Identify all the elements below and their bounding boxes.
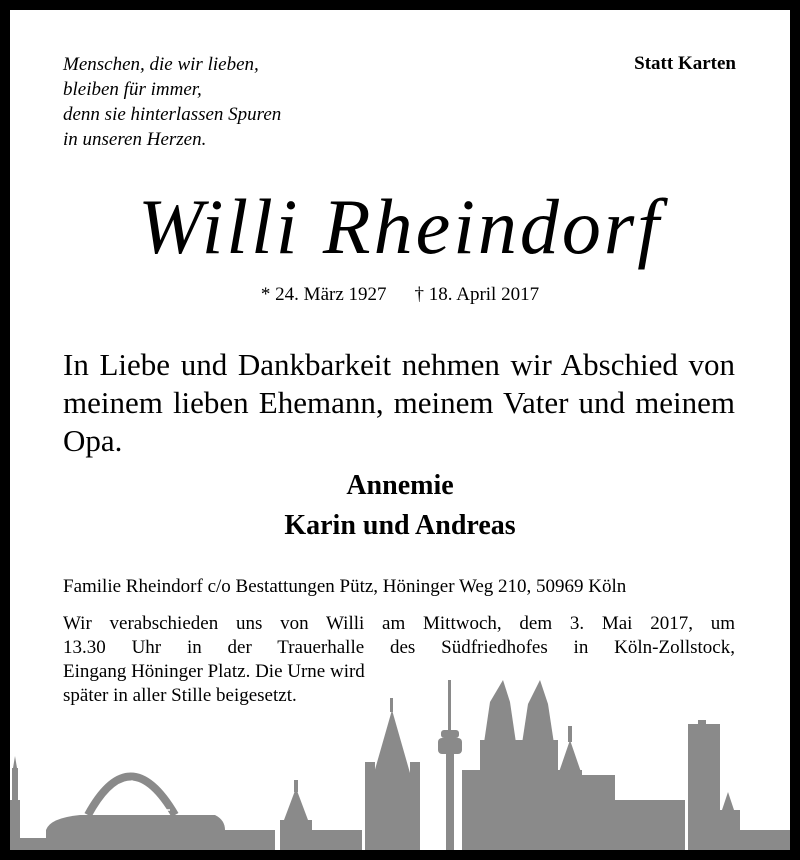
death-date: † 18. April 2017 bbox=[414, 284, 540, 305]
service-line: Wir verabschieden uns von Willi am Mittwoch, dem 3. Mai 2017, um bbox=[63, 613, 735, 634]
service-line: Eingang Höninger Platz. Die Urne wird bbox=[63, 661, 365, 682]
mourner-line: Karin und Andreas bbox=[284, 510, 516, 541]
birth-date: * 24. März 1927 bbox=[260, 284, 387, 305]
farewell-text: In Liebe und Dankbarkeit nehmen wir Abschied von meinem lieben Ehemann, meinem Vater und meinem Opa. bbox=[63, 347, 735, 458]
mourner-line: Annemie bbox=[346, 470, 454, 501]
family-address: Familie Rheindorf c/o Bestattungen Pütz, Höninger Weg 210, 50969 Köln bbox=[63, 576, 627, 597]
statt-karten-label: Statt Karten bbox=[634, 53, 736, 74]
deceased-name: Willi Rheindorf bbox=[138, 183, 662, 270]
life-dates bbox=[10, 283, 790, 307]
quote-line: bleiben für immer, bbox=[63, 79, 202, 100]
service-line: später in aller Stille beigesetzt. bbox=[63, 685, 297, 706]
mourners bbox=[10, 466, 790, 546]
service-line: 13.30 Uhr in der Trauerhalle des Südfriedhofes in Köln-Zollstock, bbox=[63, 637, 735, 658]
quote-line: Menschen, die wir lieben, bbox=[63, 54, 259, 75]
quote-line: in unseren Herzen. bbox=[63, 129, 207, 150]
quote-line: denn sie hinterlassen Spuren bbox=[63, 104, 282, 125]
cologne-skyline-illustration bbox=[10, 680, 790, 860]
memorial-quote bbox=[63, 52, 393, 152]
